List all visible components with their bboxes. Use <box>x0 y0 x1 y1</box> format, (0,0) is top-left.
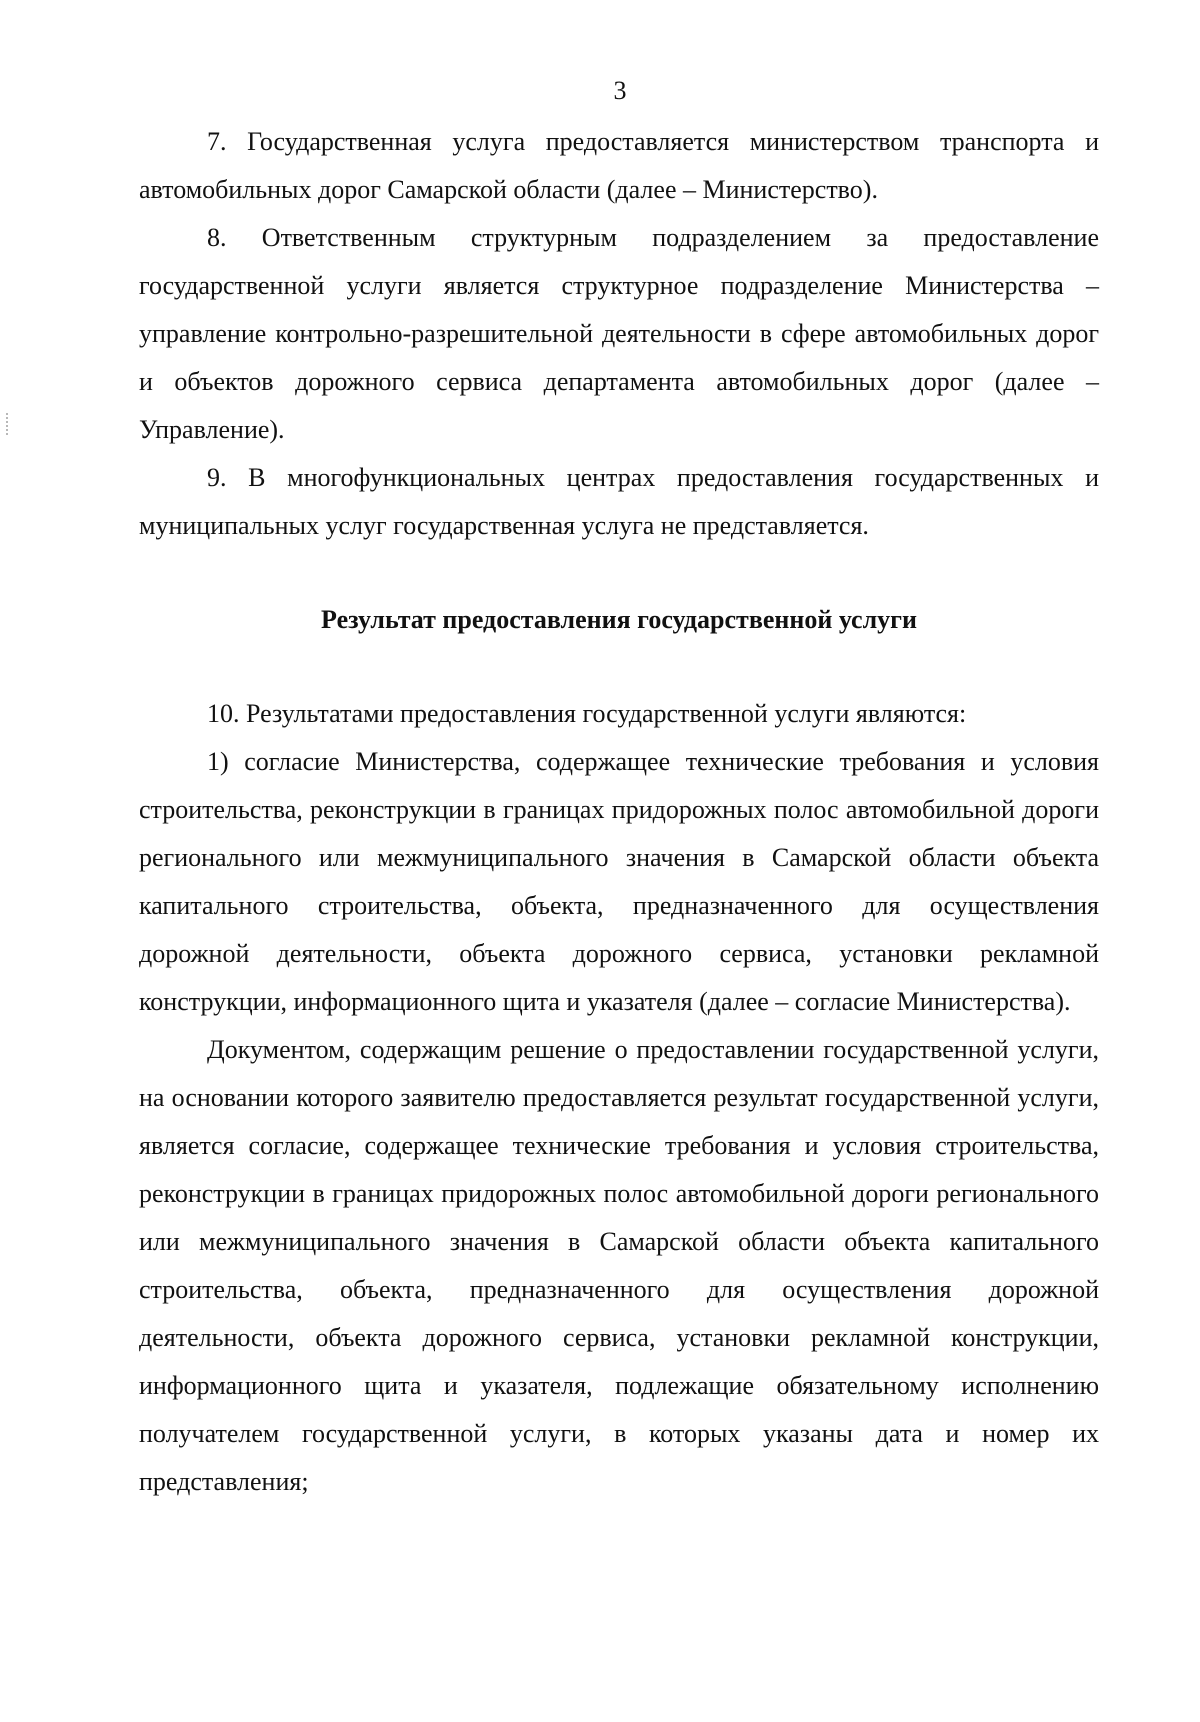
margin-scan-mark <box>6 413 10 435</box>
paragraph-result-document: Документом, содержащим решение о предоставлении государственной услуги, на основании которого заявителю предоставляется результат государственной услуги, является согласие, содержащее технические требования и условия строительства, реконструкции в границах придорожных полос автомобильной дороги регионального или межмуниципального значения в Самарской области объекта капитального строительства, объекта, предназначенного для осуществления дорожной деятельности, объекта дорожного сервиса, установки рекламной конструкции, информационного щита и указателя, подлежащие обязательному исполнению получателем государственной услуги, в которых указаны дата и номер их представления; <box>139 1035 1099 1496</box>
document-body <box>139 118 1099 1506</box>
paragraph-10: 10. Результатами предоставления государственной услуги являются: <box>207 699 967 728</box>
paragraph-8: 8. Ответственным структурным подразделением за предоставление государственной услуги является структурное подразделение Министерства – управление контрольно-разрешительной деятельности в сфере автомобильных дорог и объектов дорожного сервиса департамента автомобильных дорог (далее – Управление). <box>139 223 1099 444</box>
page-number: 3 <box>613 76 627 105</box>
paragraph-9: 9. В многофункциональных центрах предоставления государственных и муниципальных услуг государственная услуга не представляется. <box>139 463 1099 540</box>
paragraph-7: 7. Государственная услуга предоставляется министерством транспорта и автомобильных дорог Самарской области (далее – Министерство). <box>139 127 1099 204</box>
section-heading: Результат предоставления государственной услуги <box>321 605 917 634</box>
paragraph-10-item-1: 1) согласие Министерства, содержащее технические требования и условия строительства, реконструкции в границах придорожных полос автомобильной дороги регионального или межмуниципального значения в Самарской области объекта капитального строительства, объекта, предназначенного для осуществления дорожной деятельности, объекта дорожного сервиса, установки рекламной конструкции, информационного щита и указателя (далее – согласие Министерства). <box>139 747 1099 1016</box>
